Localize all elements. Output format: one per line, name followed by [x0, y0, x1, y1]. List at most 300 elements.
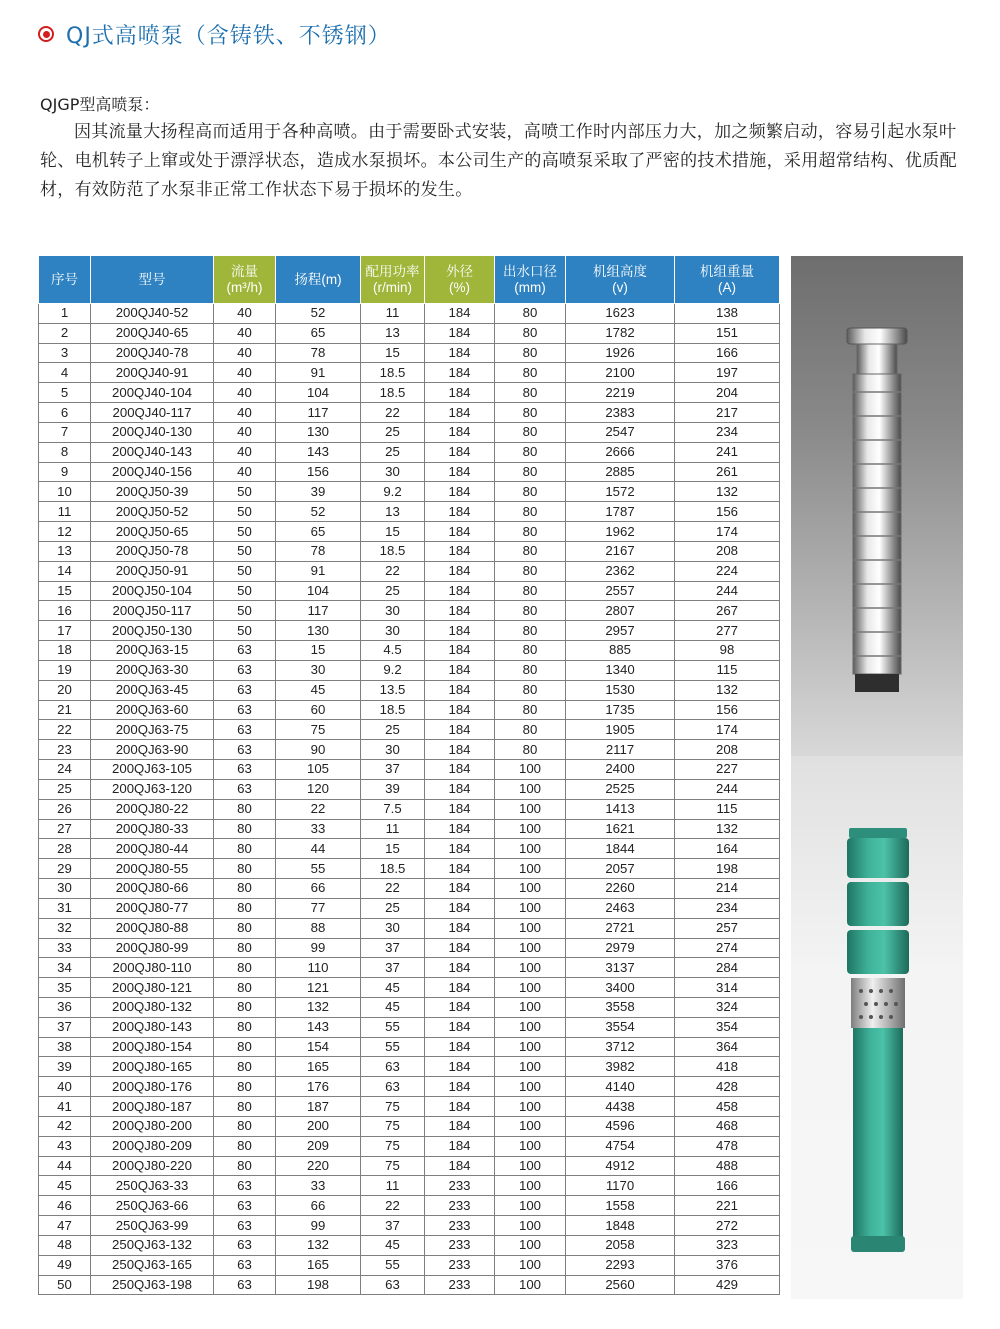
table-cell: 257 — [675, 918, 780, 938]
column-header-4 — [361, 256, 425, 304]
table-row — [39, 1136, 780, 1156]
table-cell: 2560 — [566, 1275, 675, 1295]
table-cell: 250QJ63-99 — [91, 1216, 214, 1236]
table-cell: 4 — [39, 363, 91, 383]
table-cell: 91 — [276, 561, 361, 581]
table-cell: 50 — [39, 1275, 91, 1295]
table-cell: 2219 — [566, 383, 675, 403]
table-cell: 63 — [214, 1235, 276, 1255]
table-cell: 184 — [425, 1077, 495, 1097]
table-cell: 314 — [675, 978, 780, 998]
table-cell: 80 — [495, 304, 566, 324]
table-cell: 234 — [675, 898, 780, 918]
table-row — [39, 938, 780, 958]
table-cell: 2100 — [566, 363, 675, 383]
table-cell: 32 — [39, 918, 91, 938]
table-cell: 2721 — [566, 918, 675, 938]
table-cell: 18.5 — [361, 859, 425, 879]
table-cell: 63 — [214, 1216, 276, 1236]
table-cell: 233 — [425, 1275, 495, 1295]
bullet-icon — [38, 26, 54, 42]
table-cell: 323 — [675, 1235, 780, 1255]
table-cell: 277 — [675, 621, 780, 641]
table-cell: 184 — [425, 1037, 495, 1057]
table-cell: 132 — [276, 1235, 361, 1255]
table-cell: 13 — [361, 323, 425, 343]
table-cell: 1905 — [566, 720, 675, 740]
table-cell: 1735 — [566, 700, 675, 720]
table-cell: 165 — [276, 1255, 361, 1275]
table-cell: 184 — [425, 760, 495, 780]
table-cell: 184 — [425, 720, 495, 740]
table-cell: 115 — [675, 799, 780, 819]
column-header-label: 外径 — [446, 263, 473, 279]
table-cell: 200QJ50-117 — [91, 601, 214, 621]
table-cell: 38 — [39, 1037, 91, 1057]
table-row — [39, 918, 780, 938]
table-cell: 100 — [495, 1216, 566, 1236]
table-cell: 1413 — [566, 799, 675, 819]
table-cell: 78 — [276, 541, 361, 561]
table-cell: 1558 — [566, 1196, 675, 1216]
table-cell: 156 — [675, 502, 780, 522]
table-cell: 63 — [214, 740, 276, 760]
table-cell: 200QJ40-78 — [91, 343, 214, 363]
table-cell: 184 — [425, 680, 495, 700]
table-cell: 156 — [276, 462, 361, 482]
table-cell: 200QJ80-209 — [91, 1136, 214, 1156]
column-header-unit: (r/min) — [373, 279, 412, 295]
table-cell: 37 — [361, 938, 425, 958]
column-header-unit: (%) — [449, 279, 470, 295]
table-cell: 200QJ80-187 — [91, 1097, 214, 1117]
intro-paragraph: 因其流量大扬程高而适用于各种高喷。由于需要卧式安装，高喷工作时内部压力大，加之频繁启动，容易引起水泵叶轮、电机转子上窜或处于漂浮状态，造成水泵损坏。本公司生产的高喷泵采取了严密的技术措施，采用超常结构、优质配材，有效防范了水泵非正常工作状态下易于损坏的发生。 — [40, 122, 957, 200]
table-cell: 166 — [675, 343, 780, 363]
table-cell: 40 — [214, 462, 276, 482]
table-cell: 4912 — [566, 1156, 675, 1176]
table-cell: 184 — [425, 1156, 495, 1176]
table-cell: 37 — [39, 1017, 91, 1037]
table-cell: 200QJ50-78 — [91, 541, 214, 561]
table-row — [39, 799, 780, 819]
column-header-label: 配用功率 — [365, 263, 420, 279]
table-cell: 80 — [495, 561, 566, 581]
table-cell: 50 — [214, 482, 276, 502]
table-cell: 80 — [214, 839, 276, 859]
table-cell: 120 — [276, 779, 361, 799]
table-cell: 2260 — [566, 879, 675, 899]
table-cell: 354 — [675, 1017, 780, 1037]
table-cell: 2525 — [566, 779, 675, 799]
table-cell: 5 — [39, 383, 91, 403]
table-cell: 100 — [495, 938, 566, 958]
table-cell: 117 — [276, 601, 361, 621]
table-cell: 100 — [495, 779, 566, 799]
table-cell: 200QJ40-104 — [91, 383, 214, 403]
table-cell: 2557 — [566, 581, 675, 601]
table-cell: 458 — [675, 1097, 780, 1117]
table-cell: 40 — [214, 343, 276, 363]
table-cell: 115 — [675, 660, 780, 680]
table-cell: 65 — [276, 522, 361, 542]
table-cell: 198 — [675, 859, 780, 879]
table-cell: 80 — [214, 978, 276, 998]
table-cell: 80 — [495, 680, 566, 700]
table-cell: 46 — [39, 1196, 91, 1216]
column-header-label: 扬程(m) — [294, 271, 342, 287]
table-cell: 184 — [425, 898, 495, 918]
table-cell: 22 — [276, 799, 361, 819]
column-header-label: 机组重量 — [700, 263, 754, 279]
table-cell: 200QJ50-65 — [91, 522, 214, 542]
table-cell: 261 — [675, 462, 780, 482]
table-cell: 234 — [675, 422, 780, 442]
table-cell: 30 — [361, 601, 425, 621]
table-cell: 91 — [276, 363, 361, 383]
table-cell: 11 — [361, 304, 425, 324]
table-cell: 29 — [39, 859, 91, 879]
table-cell: 121 — [276, 978, 361, 998]
pump-images — [791, 256, 963, 1299]
column-header-unit: (m³/h) — [226, 279, 263, 295]
table-cell: 80 — [214, 918, 276, 938]
table-cell: 98 — [675, 641, 780, 661]
table-cell: 24 — [39, 760, 91, 780]
table-cell: 130 — [276, 621, 361, 641]
table-cell: 48 — [39, 1235, 91, 1255]
table-row — [39, 958, 780, 978]
table-row — [39, 859, 780, 879]
table-cell: 50 — [214, 621, 276, 641]
table-cell: 80 — [495, 482, 566, 502]
table-cell: 100 — [495, 1156, 566, 1176]
table-row — [39, 1156, 780, 1176]
table-row — [39, 839, 780, 859]
table-cell: 184 — [425, 819, 495, 839]
table-row — [39, 779, 780, 799]
table-row — [39, 1037, 780, 1057]
table-cell: 200QJ80-176 — [91, 1077, 214, 1097]
table-row — [39, 879, 780, 899]
table-row — [39, 819, 780, 839]
table-cell: 37 — [361, 760, 425, 780]
table-cell: 17 — [39, 621, 91, 641]
table-cell: 200QJ40-143 — [91, 442, 214, 462]
table-cell: 45 — [361, 997, 425, 1017]
table-cell: 233 — [425, 1235, 495, 1255]
table-cell: 105 — [276, 760, 361, 780]
table-cell: 184 — [425, 323, 495, 343]
table-cell: 184 — [425, 522, 495, 542]
table-cell: 9 — [39, 462, 91, 482]
table-row — [39, 304, 780, 324]
table-cell: 63 — [214, 720, 276, 740]
table-row — [39, 343, 780, 363]
table-cell: 20 — [39, 680, 91, 700]
table-cell: 209 — [276, 1136, 361, 1156]
table-cell: 63 — [214, 1176, 276, 1196]
table-cell: 50 — [214, 541, 276, 561]
table-cell: 1782 — [566, 323, 675, 343]
table-cell: 50 — [214, 502, 276, 522]
table-cell: 100 — [495, 1037, 566, 1057]
table-cell: 200QJ50-91 — [91, 561, 214, 581]
table-cell: 80 — [214, 1017, 276, 1037]
table-cell: 197 — [675, 363, 780, 383]
table-cell: 22 — [361, 1196, 425, 1216]
page-title: QJ式高喷泵（含铸铁、不锈钢） — [66, 23, 391, 49]
table-cell: 4596 — [566, 1116, 675, 1136]
table-row — [39, 680, 780, 700]
table-cell: 184 — [425, 997, 495, 1017]
table-cell: 80 — [214, 1097, 276, 1117]
table-cell: 184 — [425, 700, 495, 720]
table-cell: 130 — [276, 422, 361, 442]
table-cell: 55 — [361, 1037, 425, 1057]
column-header-label: 机组高度 — [593, 263, 647, 279]
table-cell: 40 — [214, 403, 276, 423]
table-cell: 250QJ63-165 — [91, 1255, 214, 1275]
table-cell: 99 — [276, 1216, 361, 1236]
table-cell: 208 — [675, 740, 780, 760]
table-cell: 63 — [361, 1077, 425, 1097]
table-row — [39, 1077, 780, 1097]
table-cell: 2057 — [566, 859, 675, 879]
table-cell: 75 — [361, 1116, 425, 1136]
table-row — [39, 997, 780, 1017]
table-cell: 244 — [675, 581, 780, 601]
table-cell: 174 — [675, 522, 780, 542]
table-cell: 100 — [495, 1235, 566, 1255]
table-cell: 8 — [39, 442, 91, 462]
table-cell: 184 — [425, 641, 495, 661]
table-cell: 104 — [276, 383, 361, 403]
table-cell: 63 — [214, 700, 276, 720]
table-cell: 2362 — [566, 561, 675, 581]
table-cell: 200QJ63-30 — [91, 660, 214, 680]
table-cell: 80 — [495, 343, 566, 363]
table-cell: 80 — [495, 660, 566, 680]
table-cell: 33 — [276, 1176, 361, 1196]
table-cell: 1962 — [566, 522, 675, 542]
column-header-3 — [276, 256, 361, 304]
table-cell: 100 — [495, 1255, 566, 1275]
table-cell: 184 — [425, 403, 495, 423]
column-header-1 — [91, 256, 214, 304]
table-cell: 200 — [276, 1116, 361, 1136]
table-cell: 3712 — [566, 1037, 675, 1057]
table-cell: 4754 — [566, 1136, 675, 1156]
table-cell: 100 — [495, 958, 566, 978]
spec-table — [38, 255, 780, 1295]
table-cell: 15 — [276, 641, 361, 661]
table-cell: 2547 — [566, 422, 675, 442]
table-cell: 208 — [675, 541, 780, 561]
table-cell: 100 — [495, 1057, 566, 1077]
table-row — [39, 522, 780, 542]
table-cell: 1621 — [566, 819, 675, 839]
table-cell: 30 — [361, 462, 425, 482]
table-cell: 184 — [425, 1116, 495, 1136]
table-cell: 13.5 — [361, 680, 425, 700]
table-cell: 37 — [361, 1216, 425, 1236]
table-cell: 250QJ63-66 — [91, 1196, 214, 1216]
table-cell: 184 — [425, 938, 495, 958]
table-cell: 100 — [495, 859, 566, 879]
column-header-unit: (v) — [612, 279, 628, 295]
table-cell: 2666 — [566, 442, 675, 462]
table-row — [39, 898, 780, 918]
table-cell: 49 — [39, 1255, 91, 1275]
table-cell: 200QJ80-66 — [91, 879, 214, 899]
table-cell: 2058 — [566, 1235, 675, 1255]
table-cell: 100 — [495, 978, 566, 998]
table-cell: 184 — [425, 978, 495, 998]
table-cell: 50 — [214, 522, 276, 542]
table-cell: 143 — [276, 442, 361, 462]
table-row — [39, 1255, 780, 1275]
table-cell: 22 — [361, 403, 425, 423]
table-cell: 80 — [214, 898, 276, 918]
table-cell: 184 — [425, 422, 495, 442]
table-cell: 200QJ80-132 — [91, 997, 214, 1017]
table-cell: 267 — [675, 601, 780, 621]
table-cell: 200QJ50-130 — [91, 621, 214, 641]
table-row — [39, 621, 780, 641]
table-cell: 1844 — [566, 839, 675, 859]
table-cell: 4.5 — [361, 641, 425, 661]
table-cell: 80 — [214, 859, 276, 879]
table-cell: 104 — [276, 581, 361, 601]
table-cell: 376 — [675, 1255, 780, 1275]
table-cell: 80 — [214, 938, 276, 958]
table-row — [39, 403, 780, 423]
table-cell: 80 — [214, 879, 276, 899]
table-cell: 52 — [276, 502, 361, 522]
table-cell: 488 — [675, 1156, 780, 1176]
table-cell: 184 — [425, 740, 495, 760]
green-pump-icon — [847, 828, 909, 1252]
table-cell: 42 — [39, 1116, 91, 1136]
table-row — [39, 462, 780, 482]
table-row — [39, 660, 780, 680]
table-cell: 174 — [675, 720, 780, 740]
table-cell: 198 — [276, 1275, 361, 1295]
table-cell: 22 — [361, 561, 425, 581]
table-row — [39, 978, 780, 998]
table-row — [39, 581, 780, 601]
table-cell: 47 — [39, 1216, 91, 1236]
table-cell: 63 — [214, 1275, 276, 1295]
table-cell: 132 — [276, 997, 361, 1017]
table-cell: 2979 — [566, 938, 675, 958]
table-row — [39, 383, 780, 403]
table-cell: 184 — [425, 799, 495, 819]
table-cell: 30 — [39, 879, 91, 899]
table-cell: 100 — [495, 1097, 566, 1117]
table-cell: 274 — [675, 938, 780, 958]
table-cell: 80 — [495, 581, 566, 601]
table-cell: 18.5 — [361, 383, 425, 403]
column-header-label: 序号 — [51, 271, 78, 287]
table-cell: 165 — [276, 1057, 361, 1077]
column-header-0 — [39, 256, 91, 304]
product-photo-panel — [791, 256, 963, 1299]
table-cell: 100 — [495, 1116, 566, 1136]
table-cell: 200QJ80-44 — [91, 839, 214, 859]
table-cell: 184 — [425, 1097, 495, 1117]
table-cell: 80 — [214, 1037, 276, 1057]
table-cell: 184 — [425, 363, 495, 383]
table-cell: 14 — [39, 561, 91, 581]
table-row — [39, 541, 780, 561]
table-cell: 63 — [214, 1196, 276, 1216]
table-cell: 80 — [214, 958, 276, 978]
table-cell: 77 — [276, 898, 361, 918]
table-cell: 1848 — [566, 1216, 675, 1236]
table-cell: 100 — [495, 918, 566, 938]
table-cell: 100 — [495, 1136, 566, 1156]
table-cell: 80 — [495, 641, 566, 661]
table-cell: 80 — [495, 700, 566, 720]
table-cell: 100 — [495, 1077, 566, 1097]
table-cell: 26 — [39, 799, 91, 819]
table-cell: 132 — [675, 482, 780, 502]
table-cell: 7 — [39, 422, 91, 442]
table-cell: 2400 — [566, 760, 675, 780]
table-cell: 16 — [39, 601, 91, 621]
table-cell: 200QJ80-88 — [91, 918, 214, 938]
table-cell: 220 — [276, 1156, 361, 1176]
table-cell: 45 — [361, 1235, 425, 1255]
table-cell: 55 — [361, 1255, 425, 1275]
table-header-row — [39, 256, 780, 304]
table-cell: 63 — [214, 660, 276, 680]
table-cell: 184 — [425, 304, 495, 324]
table-cell: 200QJ80-33 — [91, 819, 214, 839]
table-cell: 184 — [425, 601, 495, 621]
table-cell: 30 — [361, 740, 425, 760]
table-cell: 80 — [495, 720, 566, 740]
table-cell: 34 — [39, 958, 91, 978]
table-cell: 100 — [495, 760, 566, 780]
table-cell: 40 — [214, 304, 276, 324]
table-cell: 429 — [675, 1275, 780, 1295]
table-cell: 2 — [39, 323, 91, 343]
table-cell: 40 — [214, 323, 276, 343]
table-cell: 117 — [276, 403, 361, 423]
table-cell: 1530 — [566, 680, 675, 700]
table-cell: 31 — [39, 898, 91, 918]
table-cell: 110 — [276, 958, 361, 978]
table-cell: 52 — [276, 304, 361, 324]
table-cell: 184 — [425, 879, 495, 899]
table-cell: 80 — [495, 363, 566, 383]
table-cell: 75 — [361, 1156, 425, 1176]
table-cell: 100 — [495, 1275, 566, 1295]
table-cell: 80 — [495, 383, 566, 403]
section-subtitle: QJGP型高喷泵： — [40, 95, 160, 114]
table-cell: 15 — [361, 522, 425, 542]
table-cell: 468 — [675, 1116, 780, 1136]
table-cell: 55 — [276, 859, 361, 879]
table-cell: 3982 — [566, 1057, 675, 1077]
table-cell: 80 — [214, 1077, 276, 1097]
table-cell: 25 — [361, 720, 425, 740]
table-cell: 1 — [39, 304, 91, 324]
table-cell: 45 — [39, 1176, 91, 1196]
table-cell: 200QJ63-15 — [91, 641, 214, 661]
